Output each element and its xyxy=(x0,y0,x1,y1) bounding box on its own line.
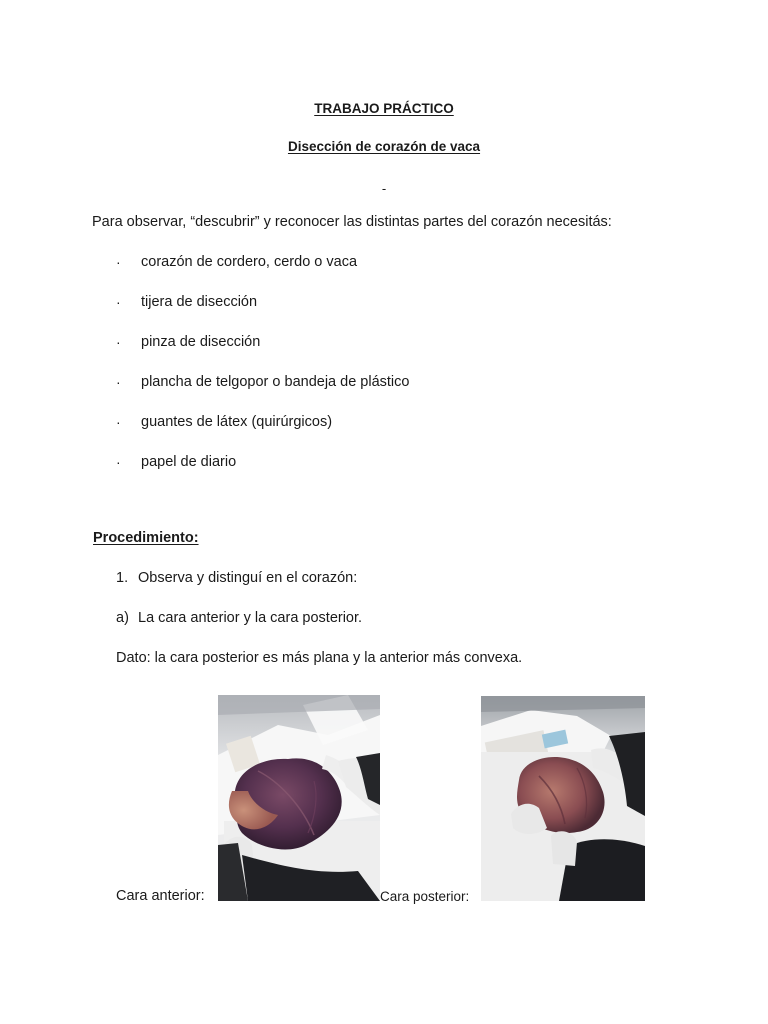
list-item-text: pinza de disección xyxy=(141,334,261,350)
bullet-mark: · xyxy=(116,294,121,310)
anterior-caption: Cara anterior: xyxy=(116,888,205,904)
bullet-mark: · xyxy=(116,414,121,430)
heart-anterior-illustration xyxy=(218,695,380,901)
separator-dash: - xyxy=(381,181,387,196)
list-item-text: corazón de cordero, cerdo o vaca xyxy=(141,254,358,270)
list-item-text: papel de diario xyxy=(141,454,237,470)
step-number: 1. xyxy=(116,570,129,586)
step-label: a) xyxy=(116,610,129,626)
list-item-text: tijera de disección xyxy=(141,294,258,310)
heart-posterior-illustration xyxy=(481,696,645,901)
document-subtitle: Disección de corazón de vaca xyxy=(287,139,481,154)
procedure-note: Dato: la cara posterior es más plana y la anterior más convexa. xyxy=(116,650,523,666)
list-item-text: plancha de telgopor o bandeja de plástico xyxy=(141,374,410,390)
bullet-mark: · xyxy=(116,454,121,470)
procedure-step-1 xyxy=(116,570,357,586)
bullet-mark: · xyxy=(116,374,121,390)
heart-posterior-photo xyxy=(481,696,645,901)
list-item-text: guantes de látex (quirúrgicos) xyxy=(141,414,333,430)
document-title: TRABAJO PRÁCTICO xyxy=(314,101,454,116)
intro-paragraph: Para observar, “descubrir” y reconocer las distintas partes del corazón necesitás: xyxy=(92,214,612,230)
procedure-heading: Procedimiento: xyxy=(93,530,199,546)
bullet-mark: · xyxy=(116,334,121,350)
step-text: Observa y distinguí en el corazón: xyxy=(138,570,358,586)
posterior-caption: Cara posterior: xyxy=(380,889,470,904)
step-text: La cara anterior y la cara posterior. xyxy=(138,610,363,626)
heart-anterior-photo xyxy=(218,695,380,901)
bullet-mark: · xyxy=(116,254,121,270)
procedure-step-a xyxy=(116,610,362,626)
